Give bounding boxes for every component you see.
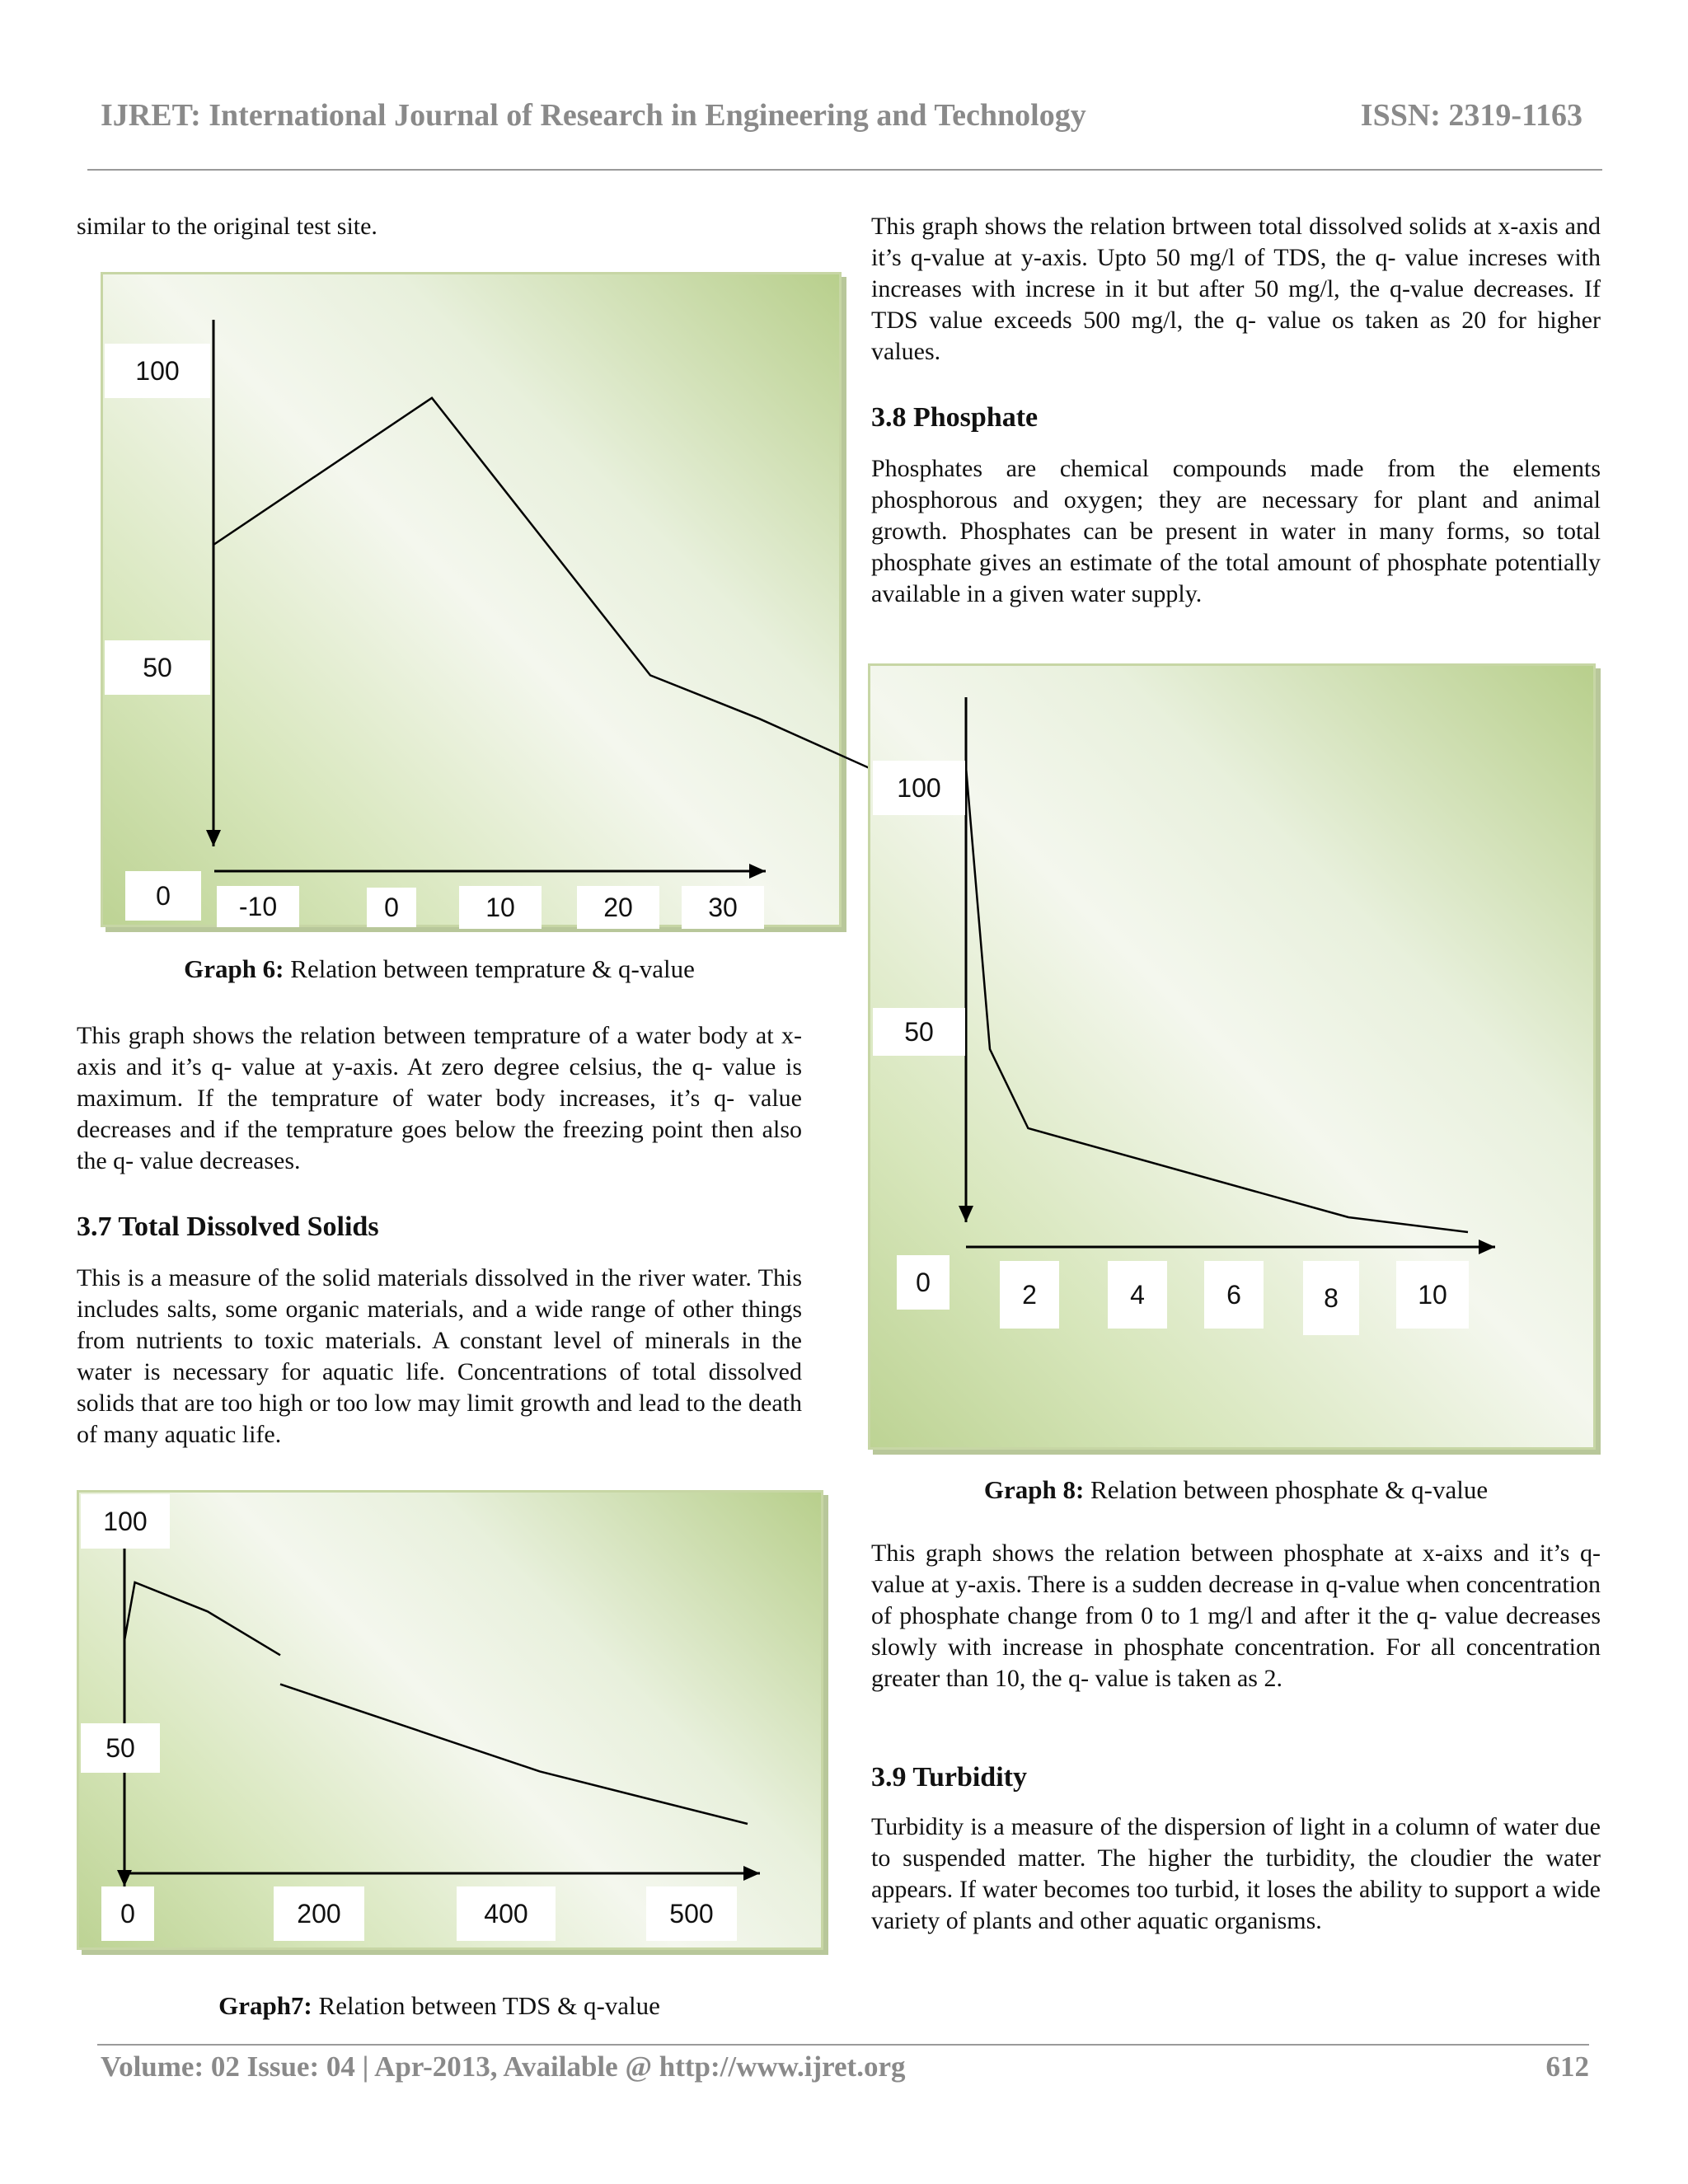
- header-rule: [87, 169, 1602, 171]
- journal-title: IJRET: International Journal of Research in Engineering and Technology: [101, 98, 1086, 133]
- graph7-caption-label: Graph7:: [218, 1991, 312, 2020]
- graph8-xtick-4: 4: [1108, 1261, 1167, 1329]
- graph8-xtick-6: 6: [1204, 1261, 1264, 1329]
- graph7-xtick-200: 200: [274, 1886, 364, 1941]
- graph6-xtick-30: 30: [682, 886, 764, 929]
- graph7-caption: [77, 1991, 802, 2021]
- graph7-ytick-50: 50: [81, 1723, 160, 1773]
- graph7-caption-text: Relation between TDS & q-value: [312, 1991, 660, 2020]
- graph8-paragraph: This graph shows the relation between phosphate at x-aixs and it’s q-value at y-axis. There is a sudden decrease in q-value when concentration of phosphate change from 0 to 1 mg/l and after it the q- value decreases slowly with increase in phosphate concentration. For all concentration greater than 10, the q- value is taken as 2.: [871, 1540, 1601, 1692]
- graph7-x-axis-head: [743, 1866, 760, 1881]
- graph8-series-line: [966, 767, 1468, 1232]
- graph8-caption: [871, 1475, 1601, 1505]
- page-footer: [101, 2050, 1589, 2092]
- graph8-xtick-8: 8: [1303, 1261, 1359, 1335]
- volume-info: Volume: 02 Issue: 04 | Apr-2013, Available @ http://www.ijret.org: [101, 2050, 906, 2083]
- graph6-description: [77, 1020, 802, 1177]
- graph6-caption-label: Graph 6:: [184, 954, 284, 983]
- graph6-ytick-0: 0: [125, 871, 201, 921]
- phosphate-paragraph: Phosphates are chemical compounds made from the elements phosphorous and oxygen; they are necessary for plant and animal growth. Phosphates can be present in water in many forms, so total phosphate gives an estimate of the total amount of phosphate potentially available in a given water supply.: [871, 455, 1601, 607]
- tds-graph-paragraph: This graph shows the relation brtween total dissolved solids at x-axis and it’s q-value at y-axis. Upto 50 mg/l of TDS, the q- value increses with increases with increse in it but after 50 mg/l, the q-value decreases. If TDS value exceeds 500 mg/l, the q- value os taken as 20 for higher values.: [871, 213, 1601, 365]
- turbidity-section: [871, 1811, 1601, 1937]
- graph8-xtick-10: 10: [1396, 1261, 1469, 1329]
- phosphate-heading: 3.8 Phosphate: [871, 402, 1039, 433]
- issn: ISSN: 2319-1163: [1360, 98, 1582, 133]
- graph8-x-axis-head: [1479, 1240, 1495, 1254]
- graph7-xtick-400: 400: [457, 1886, 556, 1941]
- graph6-chart: [101, 272, 842, 927]
- page-header: [89, 97, 1582, 147]
- graph6-x-axis-head: [749, 864, 766, 879]
- graph8-ytick-0: 0: [897, 1255, 950, 1310]
- graph7-plot: [79, 1493, 821, 1947]
- graph6-xtick-20: 20: [577, 886, 659, 929]
- tds-paragraph: This is a measure of the solid materials dissolved in the river water. This includes salts, some organic materials, and a wide range of other things from nutrients to toxic materials. A constant level of minerals in the water is necessary for aquatic life. Concentrations of total dissolved solids that are too high or too low may limit growth and lead to the death of many aquatic life.: [77, 1264, 802, 1448]
- graph6-xtick-10: 10: [459, 886, 542, 929]
- graph6-ytick-50: 50: [105, 640, 210, 695]
- intro-text: similar to the original test site.: [77, 213, 377, 240]
- graph6-xtick-neg10: -10: [217, 886, 299, 927]
- graph8-chart: [868, 663, 1596, 1450]
- phosphate-section: [871, 453, 1601, 610]
- graph7-xtick-500: 500: [646, 1886, 737, 1941]
- turbidity-heading: 3.9 Turbidity: [871, 1762, 1027, 1793]
- graph7-ytick-0: 0: [101, 1886, 154, 1941]
- graph8-description: [871, 1538, 1601, 1694]
- graph6-caption: [77, 954, 802, 984]
- graph8-plot: [870, 666, 1593, 1447]
- graph8-caption-label: Graph 8:: [983, 1475, 1085, 1504]
- graph8-caption-text: Relation between phosphate & q-value: [1084, 1475, 1489, 1504]
- graph7-series-segment-2: [280, 1685, 748, 1824]
- graph6-xtick-0: 0: [367, 888, 416, 927]
- graph6-paragraph: This graph shows the relation between temprature of a water body at x-axis and it’s q- value at y-axis. At zero degree celsius, the q- value is maximum. If the temprature of water body increases, it’s q- value decreases and if the temprature goes below the freezing point then also the q- value decreases.: [77, 1022, 802, 1174]
- page-number: 612: [1545, 2050, 1589, 2083]
- tds-graph-description: [871, 211, 1601, 368]
- graph8-y-axis-head: [959, 1206, 973, 1222]
- graph6-caption-text: Relation between temprature & q-value: [284, 954, 695, 983]
- graph8-ytick-50: 50: [873, 1008, 965, 1056]
- graph6-plot: [103, 274, 839, 925]
- footer-rule: [97, 2044, 1589, 2046]
- graph6-ytick-100: 100: [105, 344, 210, 398]
- left-intro: [77, 211, 802, 242]
- graph8-ytick-100: 100: [873, 761, 965, 815]
- graph7-series-segment-1: [124, 1582, 280, 1655]
- tds-section: [77, 1263, 802, 1451]
- turbidity-paragraph: Turbidity is a measure of the dispersion of light in a column of water due to suspended matter. The higher the turbidity, the cloudier the water appears. If water becomes too turbid, it loses the ability to support a wide variety of plants and other aquatic organisms.: [871, 1813, 1601, 1934]
- graph7-ytick-100: 100: [81, 1494, 170, 1549]
- tds-heading: 3.7 Total Dissolved Solids: [77, 1212, 379, 1242]
- graph8-xtick-2: 2: [1000, 1261, 1059, 1329]
- graph7-chart: [77, 1490, 823, 1950]
- graph6-y-axis-head: [206, 830, 221, 846]
